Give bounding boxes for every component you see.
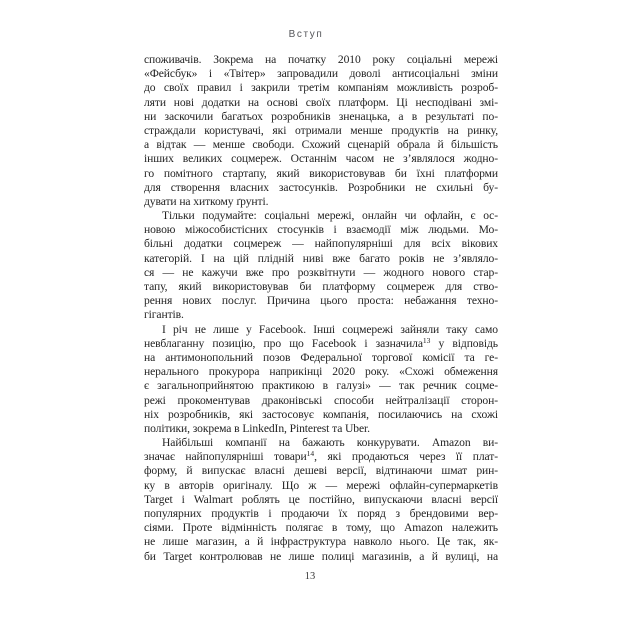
text-line: не лише магазин, а й інфраструктура навколо нього. Це так, як-: [144, 535, 498, 549]
text-line: ку в авторів оригіналу. Що ж — мережі офлайн-супермаркетів: [144, 478, 498, 492]
text-line: новою міжособистісних стосунків і взаємодії між людьми. Мо-: [144, 223, 498, 237]
text-line: на антимонопольний позов Федеральної торгової комісії та ге-: [144, 350, 498, 364]
text-line: нерального прокурора наприкінці 2020 року. «Схожі обмеження: [144, 365, 498, 379]
body-text: [144, 53, 498, 564]
text-line: є загальноприйнятою практикою в галузі» — так речник соцме-: [144, 379, 498, 393]
page-number: 13: [304, 571, 316, 582]
text-line: «Фейсбук» і «Твітер» запровадили доволі антисоціальні зміни: [144, 67, 498, 81]
text-line: рення нових послуг. Причина цього проста: небажання техно-: [144, 294, 498, 308]
text-line: Target і Walmart роблять це постійно, випускаючи власні версії: [144, 492, 498, 506]
text-line: тапу, який використовував би платформу соцмереж для ство-: [144, 280, 498, 293]
footnote-marker: 13: [422, 336, 431, 345]
text-line: режі прокоментував драконівські способи нейтралізації сторон-: [144, 393, 498, 407]
text-line: форму, й випускає власні дешеві версії, відтинаючи шмат рин-: [144, 464, 498, 478]
text-line: Найбільші компанії на бажають конкурувати. Amazon ви-: [162, 436, 498, 450]
text-line: політики, зокрема в LinkedIn, Pinterest та Uber.: [144, 421, 370, 435]
text-line: категорій. І на цій плідній ниві вже багато років не з’являло-: [144, 251, 498, 265]
text-line: інших великих соцмереж. Останнім часом не з’являлося жодно-: [144, 152, 498, 166]
text-line: більні додатки соцмереж — найпопулярніші для всіх вікових: [144, 237, 498, 251]
text-line: до своїх правил і закрили третім компаніям можливість розроб-: [144, 81, 498, 95]
text-line: І річ не лише у Facebook. Інші соцмережі зайняли таку само: [162, 322, 498, 336]
text-line: би Target контролював не лише полиці магазинів, а й вулиці, на: [144, 549, 498, 563]
text-line: дувати на хиткому ґрунті.: [144, 194, 269, 208]
text-line: споживачів. Зокрема на початку 2010 року соціальні мережі: [144, 53, 498, 66]
text-line: невблаганну позицію, про що Facebook і зазначила$^{13}$ у відповідь: [144, 336, 498, 350]
footnote-marker: 14: [306, 450, 315, 459]
text-line: сіями. Проте відмінність полягає в тому, що Amazon належить: [144, 521, 498, 535]
text-line: ляти нові додатки на основі своїх платформ. Ці несподівані змі-: [144, 95, 498, 109]
text-line: ся — не кажучи вже про розквітнути — жодного нового стар-: [144, 265, 498, 279]
text-line: страждали користувачі, які отримали менше продуктів на ринку,: [144, 123, 498, 137]
text-line: а відтак — менше свободи. Схожий сценарій обрала й більшість: [144, 138, 498, 152]
text-line: гігантів.: [144, 308, 184, 322]
text-line: ни заскочили багатьох розробників зненацька, а в результаті по-: [144, 109, 498, 123]
text-line: Тільки подумайте: соціальні мережі, онлайн чи офлайн, є ос-: [162, 209, 498, 223]
text-line: значає найпопулярніші товари$^{14}$, які продаються через її плат-: [144, 450, 498, 464]
text-line: для створення власних застосунків. Розробники не схильні бу-: [144, 180, 498, 194]
text-line: ніх розробників, які застосовує компанія, посилаючись на схожі: [144, 407, 498, 421]
text-line: популярних продуктів і продаючи їх поряд з брендовими вер-: [144, 507, 498, 520]
running-header: Вступ: [288, 29, 324, 40]
text-line: го помітного стартапу, який використовував би їхні платформи: [144, 166, 498, 180]
